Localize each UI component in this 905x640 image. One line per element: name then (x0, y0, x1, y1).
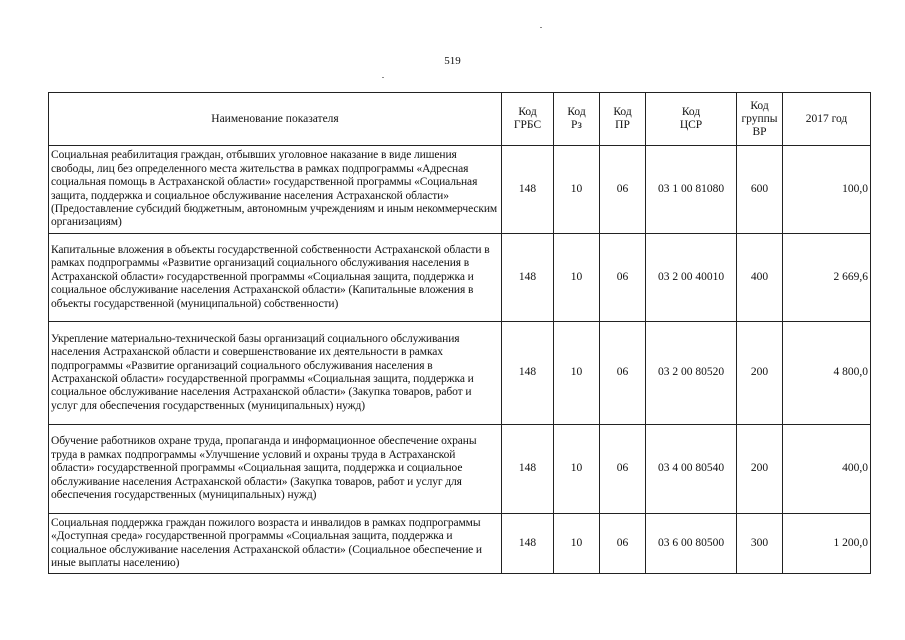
row-pr: 06 (600, 146, 646, 234)
row-grbs: 148 (502, 234, 554, 322)
row-grbs: 148 (502, 425, 554, 514)
row-vr: 300 (737, 514, 783, 574)
scan-speck (540, 27, 542, 28)
row-csr: 03 4 00 80540 (646, 425, 737, 514)
table-row (49, 322, 871, 425)
page-number: 519 (444, 55, 461, 67)
row-vr: 400 (737, 234, 783, 322)
scan-speck (382, 77, 384, 78)
row-name: Укрепление материально-технической базы организаций социального обслуживания населения Астраханской области и совершенствование их деятельности в рамках подпрограммы «Развитие организаций социального обслуживания населения в Астраханской области» государственной программы «Социальная защита, поддержка и социальное обслуживание населения Астраханской области» (Закупка товаров, работ и услуг для обеспечения государственных (муниципальных) нужд) (49, 322, 502, 425)
row-rz: 10 (554, 234, 600, 322)
row-grbs: 148 (502, 322, 554, 425)
row-amount: 100,0 (783, 146, 871, 234)
row-amount: 1 200,0 (783, 514, 871, 574)
row-name: Социальная поддержка граждан пожилого возраста и инвалидов в рамках подпрограммы «Доступная среда» государственной программы «Социальная защита, поддержка и социальное обслуживание населения Астраханской области» (Социальное обеспечение и иные выплаты населению) (49, 514, 502, 574)
row-vr: 200 (737, 322, 783, 425)
table-row (49, 234, 871, 322)
row-grbs: 148 (502, 514, 554, 574)
row-rz: 10 (554, 322, 600, 425)
row-amount: 2 669,6 (783, 234, 871, 322)
header-name: Наименование показателя (49, 93, 502, 146)
row-amount: 4 800,0 (783, 322, 871, 425)
table-row (49, 146, 871, 234)
row-amount: 400,0 (783, 425, 871, 514)
header-rz: Код Рз (554, 93, 600, 146)
row-csr: 03 2 00 80520 (646, 322, 737, 425)
row-csr: 03 6 00 80500 (646, 514, 737, 574)
row-rz: 10 (554, 514, 600, 574)
row-pr: 06 (600, 322, 646, 425)
row-pr: 06 (600, 234, 646, 322)
row-name: Обучение работников охране труда, пропаганда и информационное обеспечение охраны труда в рамках подпрограммы «Улучшение условий и охраны труда в Астраханской области» государственной программы «Социальная защита, поддержка и социальное обслуживание населения Астраханской области» (Закупка товаров, работ и услуг для обеспечения государственных (муниципальных) нужд) (49, 425, 502, 514)
row-name: Капитальные вложения в объекты государственной собственности Астраханской области в рамках подпрограммы «Развитие организаций социального обслуживания населения в Астраханской области» государственной программы «Социальная защита, поддержка и социальное обслуживание населения Астраханской области» (Капитальные вложения в объекты государственной (муниципальной) собственности) (49, 234, 502, 322)
row-pr: 06 (600, 514, 646, 574)
table-row (49, 514, 871, 574)
row-grbs: 148 (502, 146, 554, 234)
row-rz: 10 (554, 425, 600, 514)
row-vr: 200 (737, 425, 783, 514)
header-year: 2017 год (783, 93, 871, 146)
header-csr: Код ЦСР (646, 93, 737, 146)
row-pr: 06 (600, 425, 646, 514)
row-rz: 10 (554, 146, 600, 234)
header-grbs: Код ГРБС (502, 93, 554, 146)
table-header-row (49, 93, 871, 146)
header-vr: Код группы ВР (737, 93, 783, 146)
table-row (49, 425, 871, 514)
row-name: Социальная реабилитация граждан, отбывших уголовное наказание в виде лишения свободы, лиц без определенного места жительства в рамках подпрограммы «Адресная социальная помощь в Астраханской области» государственной программы «Социальная защита, поддержка и социальное обслуживание населения Астраханской области» (Предоставление субсидий бюджетным, автономным учреждениям и иным некоммерческим организациям) (49, 146, 502, 234)
budget-table (48, 92, 871, 574)
row-vr: 600 (737, 146, 783, 234)
row-csr: 03 2 00 40010 (646, 234, 737, 322)
header-pr: Код ПР (600, 93, 646, 146)
row-csr: 03 1 00 81080 (646, 146, 737, 234)
